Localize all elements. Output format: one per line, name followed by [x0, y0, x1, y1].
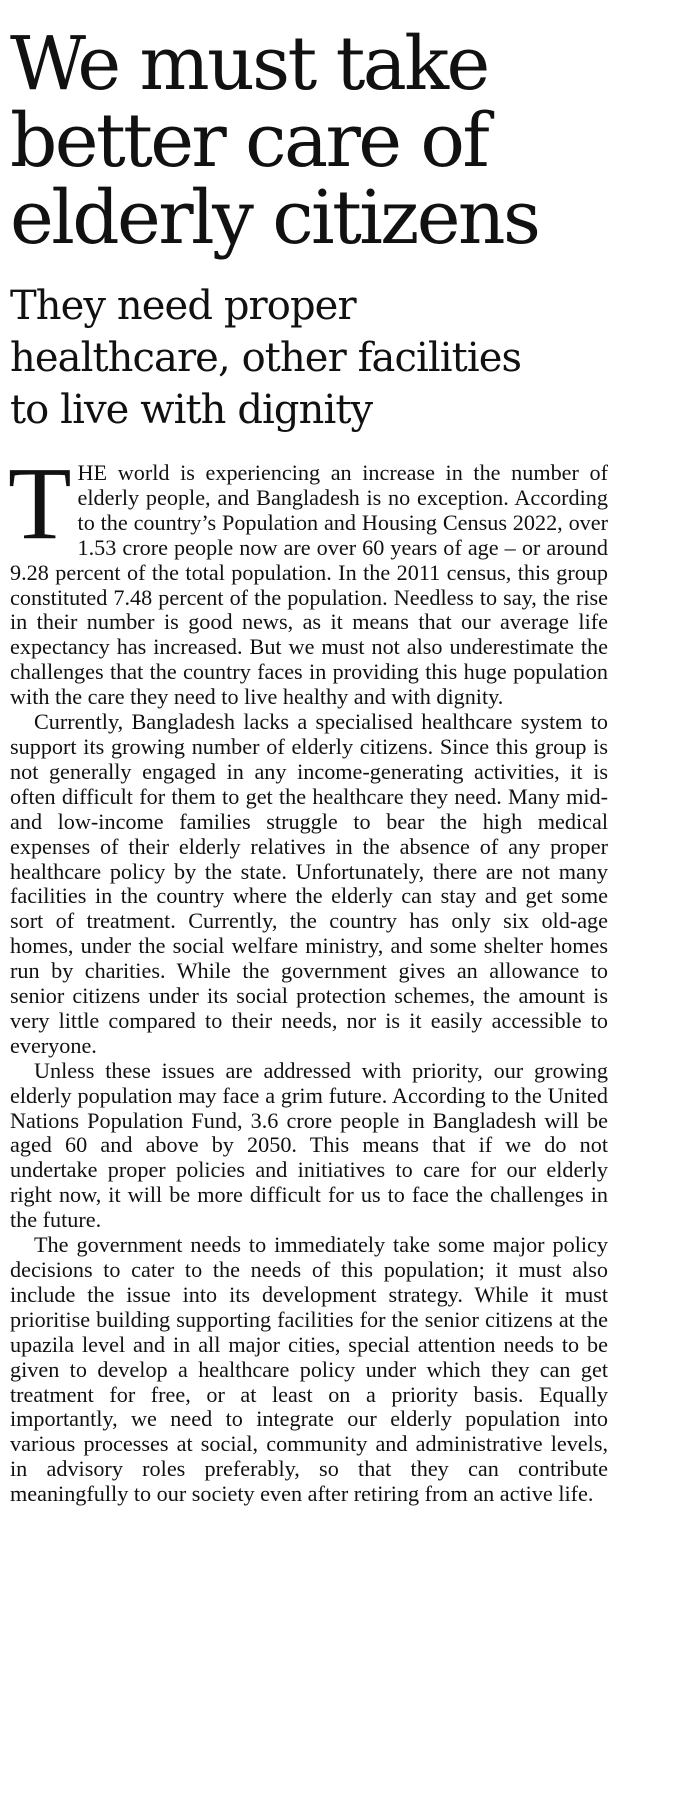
subheadline: [10, 280, 608, 436]
headline-line: elderly citizens: [10, 175, 539, 261]
paragraph-text: HE world is experiencing an increase in the number of elderly people, and Bangladesh is no exception. According to the country’s Population and Housing Census 2022, over 1.53 crore people now are over 60 years of age – or around 9.28 percent of the total population. In the 2011 census, this group constituted 7.48 percent of the population. Needless to say, the rise in their number is good news, as it means that our average life expectancy has increased. But we must not also underestimate the challenges that the country faces in providing this huge population with the care they need to live healthy and with dignity.: [10, 460, 608, 710]
headline-line: better care of: [10, 98, 488, 184]
subheadline-line: healthcare, other facilities: [10, 335, 522, 381]
editorial-article: [10, 0, 608, 1507]
body-paragraph: The government needs to immediately take some major policy decisions to cater to the needs of this population; it must also include the issue into its development strategy. While it must prioritise building supporting facilities for the senior citizens at the upazila level and in all major cities, special attention needs to be given to develop a healthcare policy under which they can get treatment for free, or at least on a priority basis. Equally importantly, we need to integrate our elderly population into various processes at social, community and administrative levels, in advisory roles preferably, so that they can contribute meaningfully to our society even after retiring from an active life.: [10, 1232, 608, 1507]
article-body: [8, 446, 608, 1507]
subheadline-line: They need proper: [10, 283, 356, 329]
body-paragraph: [8, 446, 608, 710]
drop-cap: T: [8, 446, 72, 561]
subheadline-line: to live with dignity: [10, 387, 373, 433]
body-paragraph: Unless these issues are addressed with priority, our growing elderly population may face a grim future. According to the United Nations Population Fund, 3.6 crore people in Bangladesh will be aged 60 and above by 2050. This means that if we do not undertake proper policies and initiatives to care for our elderly right now, it will be more difficult for us to face the challenges in the future.: [10, 1057, 608, 1233]
headline-line: We must take: [10, 21, 488, 107]
body-paragraph: Currently, Bangladesh lacks a specialised healthcare system to support its growing number of elderly citizens. Since this group is not generally engaged in any income-generating activities, it is often difficult for them to get the healthcare they need. Many mid- and low-income families struggle to bear the high medical expenses of their elderly relatives in the absence of any proper healthcare policy by the state. Unfortunately, there are not many facilities in the country where the elderly can stay and get some sort of treatment. Currently, the country has only six old-age homes, under the social welfare ministry, and some shelter homes run by charities. While the government gives an allowance to senior citizens under its social protection schemes, the amount is very little compared to their needs, nor is it easily accessible to everyone.: [10, 709, 608, 1058]
headline: [10, 0, 608, 261]
